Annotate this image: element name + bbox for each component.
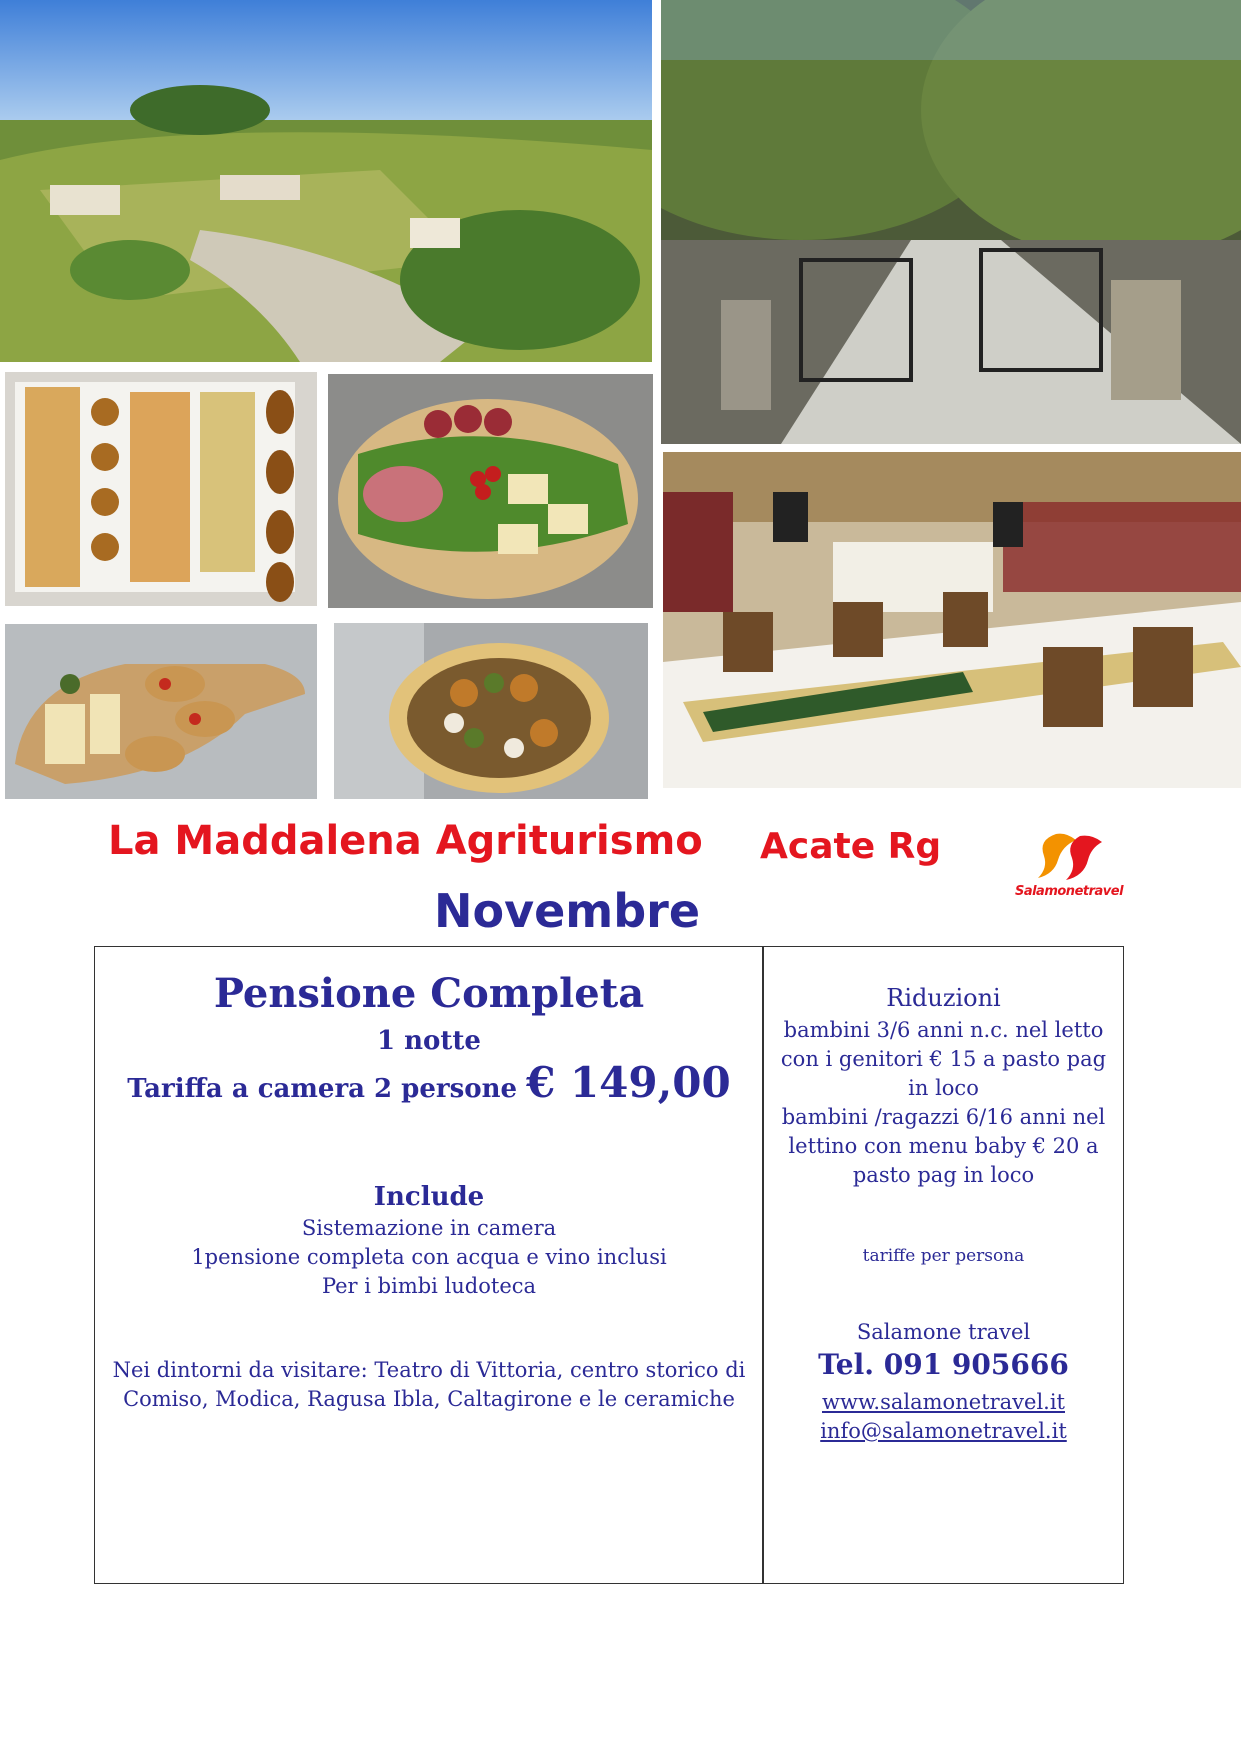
appetizer-platter-photo	[334, 623, 648, 799]
garden-gate-photo	[661, 0, 1241, 444]
include-item: 1pensione completa con acqua e vino inclusi	[191, 1245, 667, 1269]
offer-details	[96, 948, 762, 1582]
include-list	[96, 1214, 762, 1301]
pastries-platter-photo	[5, 372, 317, 606]
logo-text: Salamonetravel	[1014, 884, 1124, 899]
cheese-board-photo	[5, 624, 317, 799]
agency-contacts	[764, 1388, 1123, 1446]
reduction-line: in loco	[908, 1076, 979, 1100]
reduction-line: con i genitori € 15 a pasto pag	[780, 1047, 1107, 1071]
nearby-attractions	[96, 1356, 762, 1414]
aerial-landscape-photo	[0, 0, 652, 362]
location-label: Acate Rg	[760, 826, 942, 867]
banquet-hall-photo	[663, 452, 1241, 788]
nights-label: 1 notte	[377, 1026, 481, 1056]
include-title: Include	[373, 1182, 485, 1212]
website-link[interactable]: www.salamonetravel.it	[822, 1390, 1065, 1414]
salamonetravel-logo	[994, 826, 1144, 906]
include-item: Sistemazione in camera	[301, 1216, 557, 1240]
reduction-line: bambini /ragazzi 6/16 anni nel	[781, 1105, 1106, 1129]
reductions-title: Riduzioni	[886, 984, 1001, 1012]
nearby-line: Nei dintorni da visitare: Teatro di Vittoria, centro storico di	[112, 1358, 746, 1382]
reductions-text	[764, 1016, 1123, 1190]
reductions-column	[764, 948, 1123, 1582]
agency-phone: Tel. 091 905666	[818, 1348, 1069, 1381]
reduction-line: bambini 3/6 anni n.c. nel letto	[783, 1018, 1104, 1042]
month-heading: Novembre	[434, 884, 701, 938]
offer-heading: Pensione Completa	[213, 970, 645, 1017]
rate-price: € 149,00	[526, 1058, 731, 1107]
per-person-note: tariffe per persona	[862, 1246, 1025, 1266]
agriturismo-title: La Maddalena Agriturismo	[108, 818, 703, 864]
rate-label: Tariffa a camera 2 persone	[127, 1074, 518, 1104]
cured-meats-platter-photo	[328, 374, 653, 608]
nearby-line: Comiso, Modica, Ragusa Ibla, Caltagirone e le ceramiche	[123, 1387, 735, 1411]
reduction-line: lettino con menu baby € 20 a	[788, 1134, 1099, 1158]
include-item: Per i bimbi ludoteca	[321, 1274, 537, 1298]
salamone-swoosh-icon	[994, 826, 1144, 886]
rate-line	[96, 1058, 762, 1107]
agency-name: Salamone travel	[856, 1320, 1031, 1344]
email-link[interactable]: info@salamonetravel.it	[820, 1419, 1067, 1443]
reduction-line: pasto pag in loco	[852, 1163, 1035, 1187]
